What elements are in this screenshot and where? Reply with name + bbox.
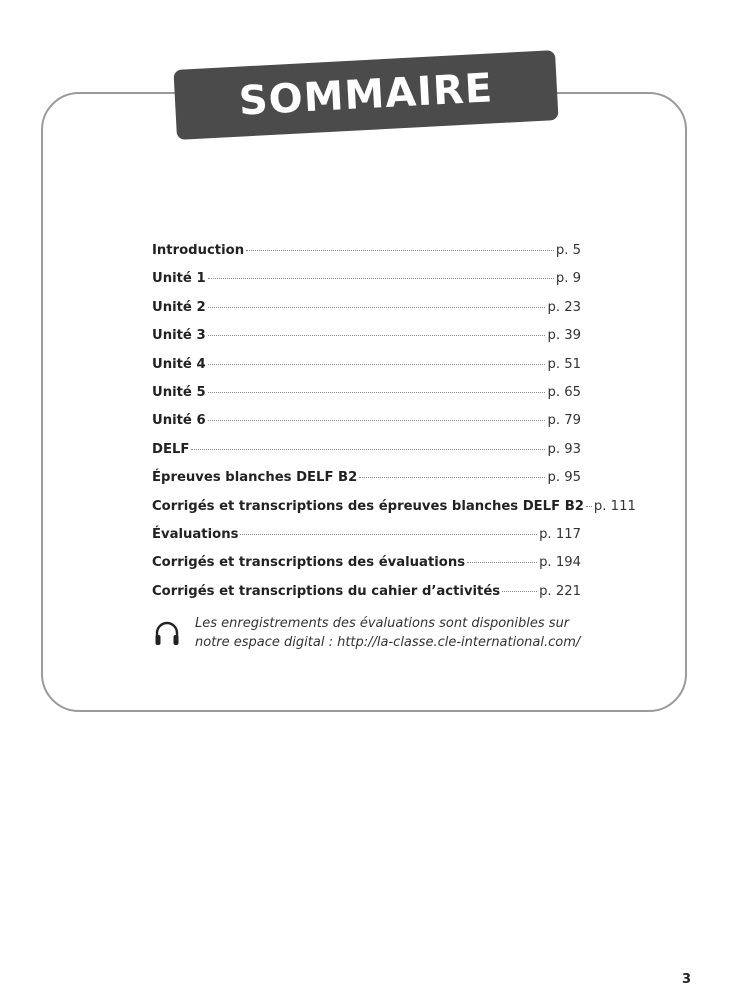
toc-entry-page: p. 194 xyxy=(539,555,581,571)
toc-entry-label: Unité 3 xyxy=(152,328,206,344)
toc-entry-label: Épreuves blanches DELF B2 xyxy=(152,470,358,486)
page-number: 3 xyxy=(682,972,692,987)
toc-entry-page: p. 23 xyxy=(547,299,581,315)
toc-entry-delf[interactable] xyxy=(152,442,581,470)
toc-entry-label: Corrigés et transcriptions des évaluations xyxy=(152,555,466,571)
toc-entry-label: Unité 1 xyxy=(152,271,206,287)
toc-entry-page: p. 95 xyxy=(547,470,581,486)
audio-note-text xyxy=(195,614,580,652)
dot-leader xyxy=(208,278,554,279)
dot-leader xyxy=(208,307,546,308)
toc-entry-page: p. 93 xyxy=(547,441,581,457)
dot-leader xyxy=(467,562,537,563)
dot-leader xyxy=(502,591,537,592)
toc-entry-unite-6[interactable] xyxy=(152,413,581,441)
headphones-icon xyxy=(152,619,182,649)
audio-note-line-1: Les enregistrements des évaluations sont disponibles sur xyxy=(195,616,570,631)
toc-entry-page: p. 39 xyxy=(547,328,581,344)
toc-entry-page: p. 221 xyxy=(539,583,581,599)
toc-entry-page: p. 65 xyxy=(547,384,581,400)
audio-note-line-2[interactable]: notre espace digital : http://la-classe.cle-international.com/ xyxy=(195,635,581,650)
toc-entry-page: p. 51 xyxy=(547,356,581,372)
dot-leader xyxy=(240,534,537,535)
toc-entry-unite-4[interactable] xyxy=(152,357,581,385)
toc-entry-label: Introduction xyxy=(152,243,245,258)
dot-leader xyxy=(208,335,546,336)
dot-leader xyxy=(208,392,546,393)
toc-entry-label: Évaluations xyxy=(152,526,239,542)
toc-entry-page: p. 111 xyxy=(593,498,636,514)
toc-entry-label: Unité 5 xyxy=(152,384,206,400)
toc-entry-label: Unité 6 xyxy=(152,413,206,429)
dot-leader xyxy=(208,364,546,365)
dot-leader xyxy=(586,506,592,507)
toc-entry-corriges-epreuves[interactable] xyxy=(152,498,636,527)
dot-leader xyxy=(246,250,554,251)
toc-entry-label: DELF xyxy=(152,441,190,457)
dot-leader xyxy=(208,420,546,421)
toc-entry-unite-1[interactable] xyxy=(152,271,581,299)
toc-entry-corriges-evaluations[interactable] xyxy=(152,555,581,583)
audio-note xyxy=(152,614,592,652)
toc-entry-evaluations[interactable] xyxy=(152,527,581,555)
toc-entry-epreuves-blanches[interactable] xyxy=(152,470,581,498)
table-of-contents xyxy=(152,243,636,612)
toc-entry-page: p. 117 xyxy=(539,526,581,542)
toc-entry-corriges-cahier[interactable] xyxy=(152,584,581,612)
toc-entry-unite-2[interactable] xyxy=(152,300,581,328)
toc-entry-label: Corrigés et transcriptions du cahier d’activités xyxy=(152,583,501,599)
toc-entry-page: p. 79 xyxy=(547,413,581,429)
toc-entry-unite-5[interactable] xyxy=(152,385,581,413)
toc-entry-page: p. 9 xyxy=(555,271,581,287)
toc-entry-label: Corrigés et transcriptions des épreuves blanches DELF B2 xyxy=(152,498,584,514)
toc-entry-label: Unité 2 xyxy=(152,299,206,315)
toc-entry-introduction[interactable] xyxy=(152,243,581,271)
toc-entry-page: p. 5 xyxy=(555,243,581,258)
dot-leader xyxy=(359,477,545,478)
page-title: SOMMAIRE xyxy=(237,65,495,125)
dot-leader xyxy=(191,449,545,450)
toc-entry-unite-3[interactable] xyxy=(152,328,581,356)
toc-entry-label: Unité 4 xyxy=(152,356,206,372)
